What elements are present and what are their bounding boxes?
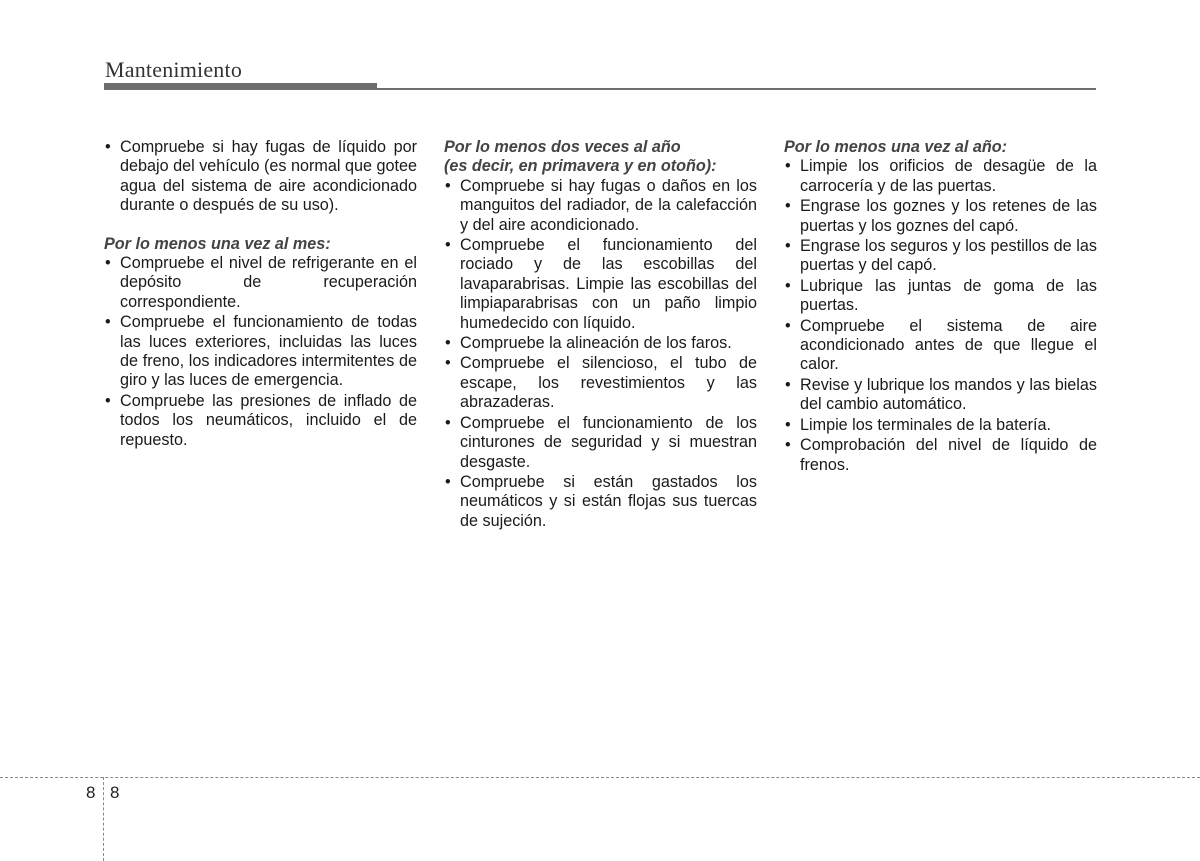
intro-list	[104, 138, 417, 216]
list-item: • Compruebe el sistema de aire acondicionado antes de que llegue el calor.	[784, 317, 1097, 375]
section-title-yearly: Por lo menos una vez al año:	[784, 138, 1008, 156]
footer-page-divider	[103, 777, 104, 861]
page-title: Mantenimiento	[105, 57, 243, 82]
list-item: • Compruebe el funcionamiento del rociado y de las escobillas del lavaparabrisas. Limpie las escobillas del limpiaparabrisas con un paño limpio humedecido con líquido.	[444, 236, 757, 333]
list-item: • Engrase los seguros y los pestillos de las puertas y del capó.	[784, 237, 1097, 276]
monthly-list	[104, 254, 417, 450]
list-item: • Compruebe si hay fugas o daños en los manguitos del radiador, de la calefacción y del aire acondicionado.	[444, 177, 757, 235]
list-item: • Revise y lubrique los mandos y las bielas del cambio automático.	[784, 376, 1097, 415]
list-item: • Compruebe el funcionamiento de los cinturones de seguridad y si muestran desgaste.	[444, 414, 757, 472]
list-item: • Comprobación del nivel de líquido de frenos.	[784, 436, 1097, 475]
list-item: • Engrase los goznes y los retenes de las puertas y los goznes del capó.	[784, 197, 1097, 236]
header-rule-thick	[104, 83, 377, 90]
section-title-biannual	[444, 138, 757, 177]
column-1	[104, 138, 417, 451]
list-item: • Compruebe el nivel de refrigerante en el depósito de recuperación correspondiente.	[104, 254, 417, 312]
header-rule-thin	[377, 88, 1096, 90]
section-title-line-2: (es decir, en primavera y en otoño):	[444, 157, 717, 176]
column-3	[784, 138, 1097, 476]
section-title-monthly: Por lo menos una vez al mes:	[104, 234, 331, 253]
yearly-list	[784, 157, 1097, 475]
list-item: • Compruebe el funcionamiento de todas las luces exteriores, incluidas las luces de freno, los indicadores intermitentes de giro y las luces de emergencia.	[104, 313, 417, 391]
list-item: • Compruebe la alineación de los faros.	[444, 334, 757, 353]
list-item: • Limpie los terminales de la batería.	[784, 416, 1097, 435]
section-title-line-1: Por lo menos dos veces al año	[444, 138, 681, 156]
biannual-list	[444, 177, 757, 531]
footer-divider	[0, 777, 1200, 778]
list-item: • Lubrique las juntas de goma de las puertas.	[784, 277, 1097, 316]
page-number: 8	[110, 783, 120, 802]
list-item: • Compruebe el silencioso, el tubo de escape, los revestimientos y las abrazaderas.	[444, 354, 757, 412]
list-item: • Compruebe si están gastados los neumáticos y si están flojas sus tuercas de sujeción.	[444, 473, 757, 531]
list-item: • Compruebe si hay fugas de líquido por debajo del vehículo (es normal que gotee agua del sistema de aire acondicionado durante o después de su uso).	[104, 138, 417, 216]
column-2	[444, 138, 757, 532]
list-item: • Limpie los orificios de desagüe de la carrocería y de las puertas.	[784, 157, 1097, 196]
chapter-number: 8	[86, 783, 96, 802]
list-item: • Compruebe las presiones de inflado de todos los neumáticos, incluido el de repuesto.	[104, 392, 417, 450]
